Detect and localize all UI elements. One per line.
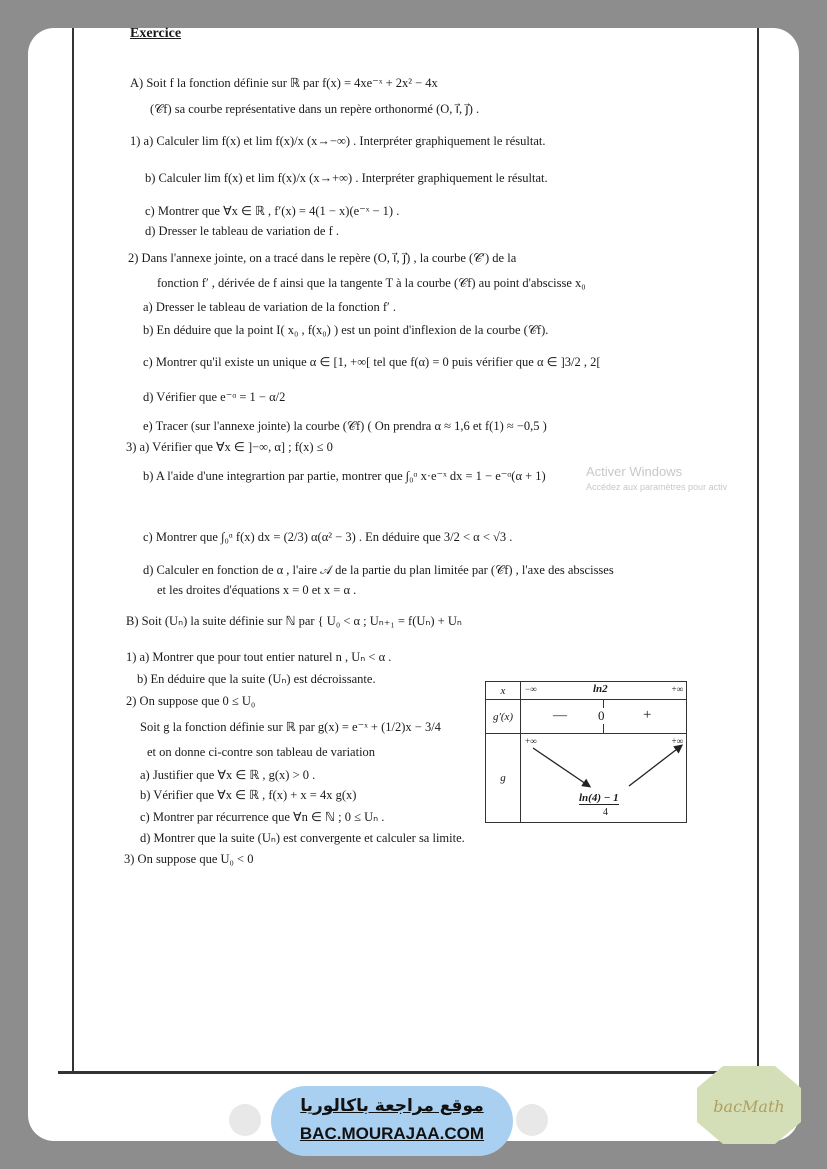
var-table-x-label: x [486, 682, 521, 700]
text-line: b) A l'aide d'une integrartion par partie, montrer que ∫₀ᵅ x·e⁻ˣ dx = 1 − e⁻ᵅ(α + 1) [143, 469, 546, 483]
g-min-denominator: 4 [603, 807, 608, 818]
text-line: c) Montrer que ∀x ∈ ℝ , f′(x) = 4(1 − x)(e⁻ˣ − 1) . [145, 204, 400, 218]
text-line: A) Soit f la fonction définie sur ℝ par f(x) = 4xe⁻ˣ + 2x² − 4x [130, 76, 438, 90]
watermark-subtitle: Accédez aux paramètres pour activ [586, 482, 728, 492]
page-sheet [28, 28, 799, 1141]
text-line: B) Soit (Uₙ) la suite définie sur ℕ par { U₀ < α ; Uₙ₊₁ = f(Uₙ) + Uₙ [126, 614, 462, 628]
right-site-logo [516, 1104, 548, 1136]
text-line: fonction f′ , dérivée de f ainsi que la tangente T à la courbe (𝒞f) au point d'abscisse x₀ [157, 276, 586, 290]
x-minus-infinity: −∞ [525, 684, 537, 694]
var-table-g-label: g [486, 734, 521, 823]
text-line: (𝒞f) sa courbe représentative dans un repère orthonormé (O, i⃗, j⃗) . [150, 102, 480, 116]
g-left-plus-infinity: +∞ [525, 736, 537, 746]
variation-table-g [485, 681, 687, 823]
var-table-gprime-row [521, 700, 687, 734]
text-line: 3) On suppose que U₀ < 0 [124, 852, 254, 866]
text-line: c) Montrer par récurrence que ∀n ∈ ℕ ; 0 ≤ Uₙ . [140, 810, 385, 824]
text-line: d) Montrer que la suite (Uₙ) est convergente et calculer sa limite. [140, 831, 465, 845]
x-ln2: ln2 [593, 683, 608, 695]
banner-arabic-text: موقع مراجعة باكالوريا [300, 1096, 484, 1116]
g-right-plus-infinity: +∞ [671, 736, 683, 746]
frame-right-border [757, 28, 759, 1074]
watermark-title: Activer Windows [586, 464, 683, 479]
text-line: d) Calculer en fonction de α , l'aire 𝒜 de la partie du plan limitée par (𝒞f) , l'axe des abscisses [143, 563, 614, 577]
gprime-zero: 0 [598, 708, 605, 723]
text-line: c) Montrer qu'il existe un unique α ∈ [1, +∞[ tel que f(α) = 0 puis vérifier que α ∈ ]3/2 , 2[ [143, 355, 601, 369]
exercise-title: Exercice [130, 26, 182, 41]
x-plus-infinity: +∞ [671, 684, 683, 694]
text-line: e) Tracer (sur l'annexe jointe) la courbe (𝒞f) ( On prendra α ≈ 1,6 et f(1) ≈ −0,5 ) [143, 419, 547, 433]
left-site-logo [229, 1104, 261, 1136]
bacmath-logo-text: bacMath [713, 1097, 785, 1116]
text-line: b) Calculer lim f(x) et lim f(x)/x (x→+∞) . Interpréter graphiquement le résultat. [145, 171, 548, 185]
octagon-badge-icon [697, 1066, 801, 1144]
g-min-numerator: ln(4) − 1 [579, 792, 619, 804]
text-line: et on donne ci-contre son tableau de variation [147, 745, 376, 759]
text-line: 2) Dans l'annexe jointe, on a tracé dans le repère (O, i⃗, j⃗) , la courbe (𝒞′) de la [128, 251, 517, 265]
text-line: b) En déduire que la point I( x₀ , f(x₀) ) est un point d'inflexion de la courbe (𝒞f). [143, 323, 549, 337]
gprime-minus-sign: — [553, 708, 567, 723]
bacmath-logo [697, 1066, 801, 1144]
text-line: 1) a) Montrer que pour tout entier naturel n , Uₙ < α . [126, 650, 392, 664]
text-line: a) Dresser le tableau de variation de la fonction f′ . [143, 300, 396, 314]
frame-left-border [72, 28, 74, 1074]
text-line: 2) On suppose que 0 ≤ U₀ [126, 694, 256, 708]
frame-bottom-border [58, 1071, 759, 1074]
site-banner[interactable] [271, 1086, 513, 1156]
var-table-gprime-label: g′(x) [486, 700, 521, 734]
text-line: 1) a) Calculer lim f(x) et lim f(x)/x (x→−∞) . Interpréter graphiquement le résultat. [130, 134, 546, 148]
text-line: d) Dresser le tableau de variation de f . [145, 224, 340, 238]
text-line: c) Montrer que ∫₀ᵅ f(x) dx = (2/3) α(α² − 3) . En déduire que 3/2 < α < √3 . [143, 530, 513, 544]
var-table-x-row [521, 682, 687, 700]
banner-site-url[interactable]: BAC.MOURAJAA.COM [299, 1124, 485, 1143]
text-line: Soit g la fonction définie sur ℝ par g(x) = e⁻ˣ + (1/2)x − 3/4 [140, 720, 441, 734]
text-line: et les droites d'équations x = 0 et x = α . [157, 583, 357, 597]
gprime-plus-sign: + [643, 707, 652, 723]
text-line: d) Vérifier que e⁻ᵅ = 1 − α/2 [143, 390, 286, 404]
text-line: b) Vérifier que ∀x ∈ ℝ , f(x) + x = 4x g(x) [140, 788, 357, 802]
text-line: 3) a) Vérifier que ∀x ∈ ]−∞, α] ; f(x) ≤ 0 [126, 440, 333, 454]
text-line: b) En déduire que la suite (Uₙ) est décroissante. [137, 672, 376, 686]
text-line: a) Justifier que ∀x ∈ ℝ , g(x) > 0 . [140, 768, 316, 782]
var-table-g-row [521, 734, 687, 823]
